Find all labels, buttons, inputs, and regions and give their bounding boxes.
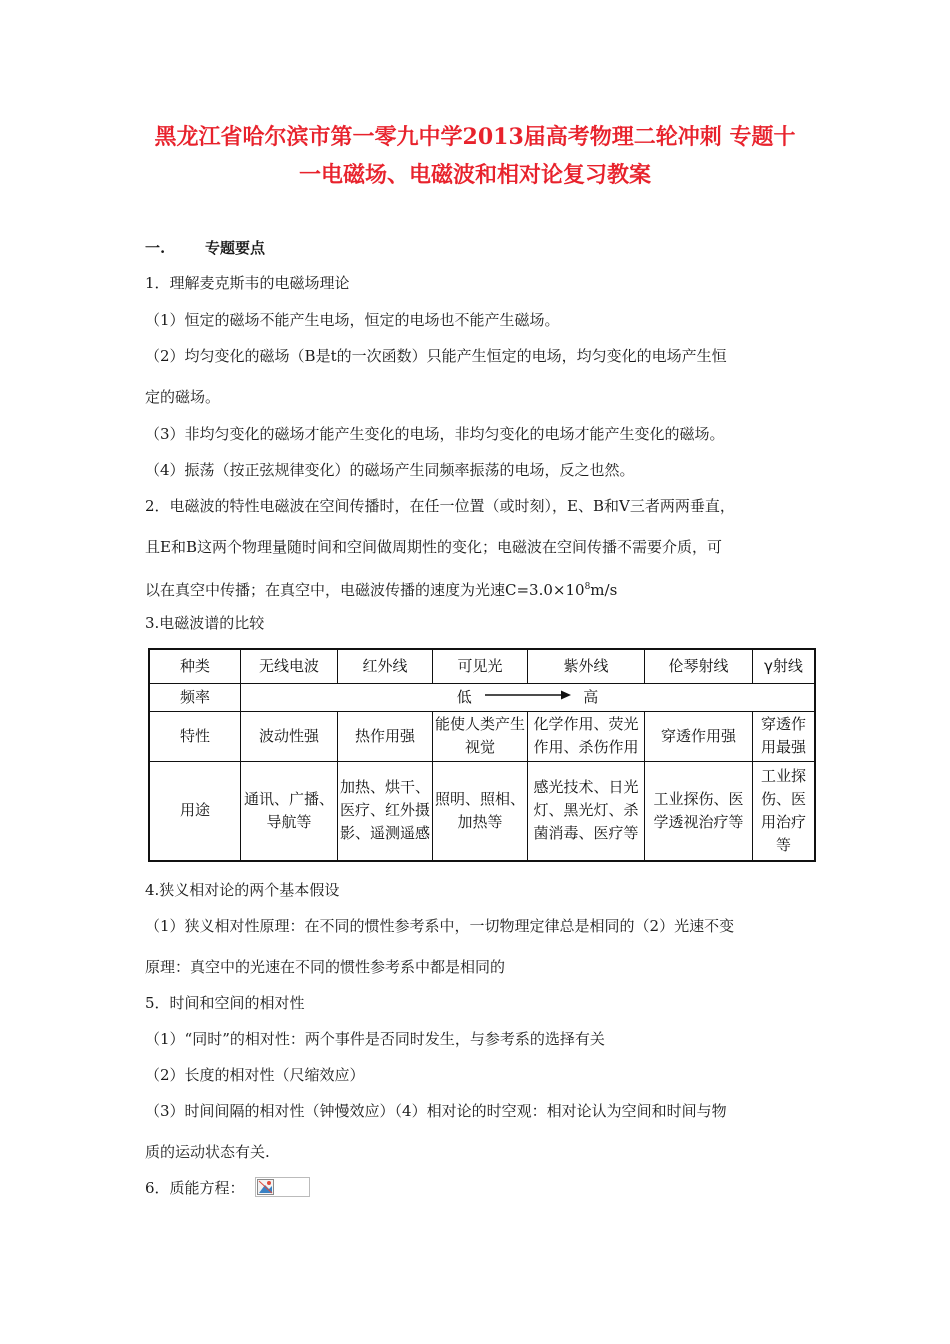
right-arrow-icon bbox=[483, 688, 573, 702]
row-header-kind: 种类 bbox=[149, 649, 241, 683]
row-header-property: 特性 bbox=[149, 711, 241, 761]
point-1-item-2: （2）均匀变化的磁场（B是t的一次函数）只能产生恒定的电场，均匀变化的电场产生恒 bbox=[145, 347, 727, 365]
broken-image-icon bbox=[255, 1177, 310, 1197]
point-1-item-2-cont: 定的磁场。 bbox=[145, 388, 221, 406]
table-cell: 照明、照相、加热等 bbox=[433, 761, 528, 861]
table-cell: 通讯、广播、导航等 bbox=[241, 761, 338, 861]
section-number: 一. bbox=[145, 239, 166, 257]
table-cell: 伦琴射线 bbox=[645, 649, 753, 683]
point-2-cont-1: 且E和B这两个物理量随时间和空间做周期性的变化；电磁波在空间传播不需要介质，可 bbox=[145, 538, 722, 556]
point-2: 2．电磁波的特性电磁波在空间传播时，在任一位置（或时刻），E、B和V三者两两垂直， bbox=[145, 497, 735, 515]
table-cell: 穿透作用最强 bbox=[753, 711, 816, 761]
light-speed-exponent: 8 bbox=[584, 582, 591, 592]
table-row-property bbox=[149, 711, 815, 761]
frequency-high: 高 bbox=[583, 687, 599, 706]
point-4-item-1-cont: 原理：真空中的光速在不同的惯性参考系中都是相同的 bbox=[145, 958, 506, 976]
point-1: 1．理解麦克斯韦的电磁场理论 bbox=[145, 274, 350, 292]
table-cell: 紫外线 bbox=[528, 649, 645, 683]
light-speed-text: 以在真空中传播；在真空中，电磁波传播的速度为光速C=3.0×10 bbox=[145, 581, 585, 599]
point-2-cont-2 bbox=[145, 577, 617, 600]
table-cell: 热作用强 bbox=[338, 711, 433, 761]
point-1-item-4: （4）振荡（按正弦规律变化）的磁场产生同频率振荡的电场，反之也然。 bbox=[145, 461, 635, 479]
image-placeholder-icon bbox=[257, 1179, 274, 1195]
table-cell: 穿透作用强 bbox=[645, 711, 753, 761]
section-heading bbox=[145, 238, 265, 258]
frequency-low: 低 bbox=[456, 687, 472, 706]
table-cell: 波动性强 bbox=[241, 711, 338, 761]
section-title: 专题要点 bbox=[205, 239, 266, 257]
point-1-item-1: （1）恒定的磁场不能产生电场，恒定的电场也不能产生磁场。 bbox=[145, 311, 560, 329]
em-spectrum-table bbox=[148, 648, 816, 862]
table-cell: 无线电波 bbox=[241, 649, 338, 683]
table-row-frequency bbox=[149, 683, 815, 711]
table-cell: 能使人类产生视觉 bbox=[433, 711, 528, 761]
table-cell: 红外线 bbox=[338, 649, 433, 683]
table-cell: 工业探伤、医学透视治疗等 bbox=[645, 761, 753, 861]
table-cell: 可见光 bbox=[433, 649, 528, 683]
table-cell: γ射线 bbox=[753, 649, 816, 683]
table-cell: 感光技术、日光灯、黑光灯、杀菌消毒、医疗等 bbox=[528, 761, 645, 861]
document-title-line-1: 黑龙江省哈尔滨市第一零九中学2013届高考物理二轮冲刺 专题十 bbox=[154, 124, 796, 150]
row-header-use: 用途 bbox=[149, 761, 241, 861]
point-5-item-3-cont: 质的运动状态有关. bbox=[145, 1143, 270, 1161]
frequency-scale bbox=[241, 683, 816, 711]
point-4-item-1: （1）狭义相对性原理：在不同的惯性参考系中，一切物理定律总是相同的（2）光速不变 bbox=[145, 917, 735, 935]
point-5-item-3: （3）时间间隔的相对性（钟慢效应）（4）相对论的时空观：相对论认为空间和时间与物 bbox=[145, 1102, 727, 1120]
point-6: 6．质能方程： bbox=[145, 1179, 245, 1197]
table-row-kind bbox=[149, 649, 815, 683]
point-5-item-1: （1）“同时”的相对性：两个事件是否同时发生，与参考系的选择有关 bbox=[145, 1030, 605, 1048]
point-5: 5．时间和空间的相对性 bbox=[145, 994, 305, 1012]
row-header-frequency: 频率 bbox=[149, 683, 241, 711]
light-speed-unit: m/s bbox=[590, 581, 618, 599]
table-row-use bbox=[149, 761, 815, 861]
point-5-item-2: （2）长度的相对性（尺缩效应） bbox=[145, 1066, 365, 1084]
point-3: 3.电磁波谱的比较 bbox=[145, 614, 265, 632]
table-cell: 加热、烘干、医疗、红外摄影、遥测遥感 bbox=[338, 761, 433, 861]
table-cell: 工业探伤、医用治疗等 bbox=[753, 761, 816, 861]
table-cell: 化学作用、荧光作用、杀伤作用 bbox=[528, 711, 645, 761]
point-4: 4.狭义相对论的两个基本假设 bbox=[145, 881, 340, 899]
document-title-line-2: 一电磁场、电磁波和相对论复习教案 bbox=[298, 162, 651, 188]
point-1-item-3: （3）非均匀变化的磁场才能产生变化的电场，非均匀变化的电场才能产生变化的磁场。 bbox=[145, 425, 725, 443]
